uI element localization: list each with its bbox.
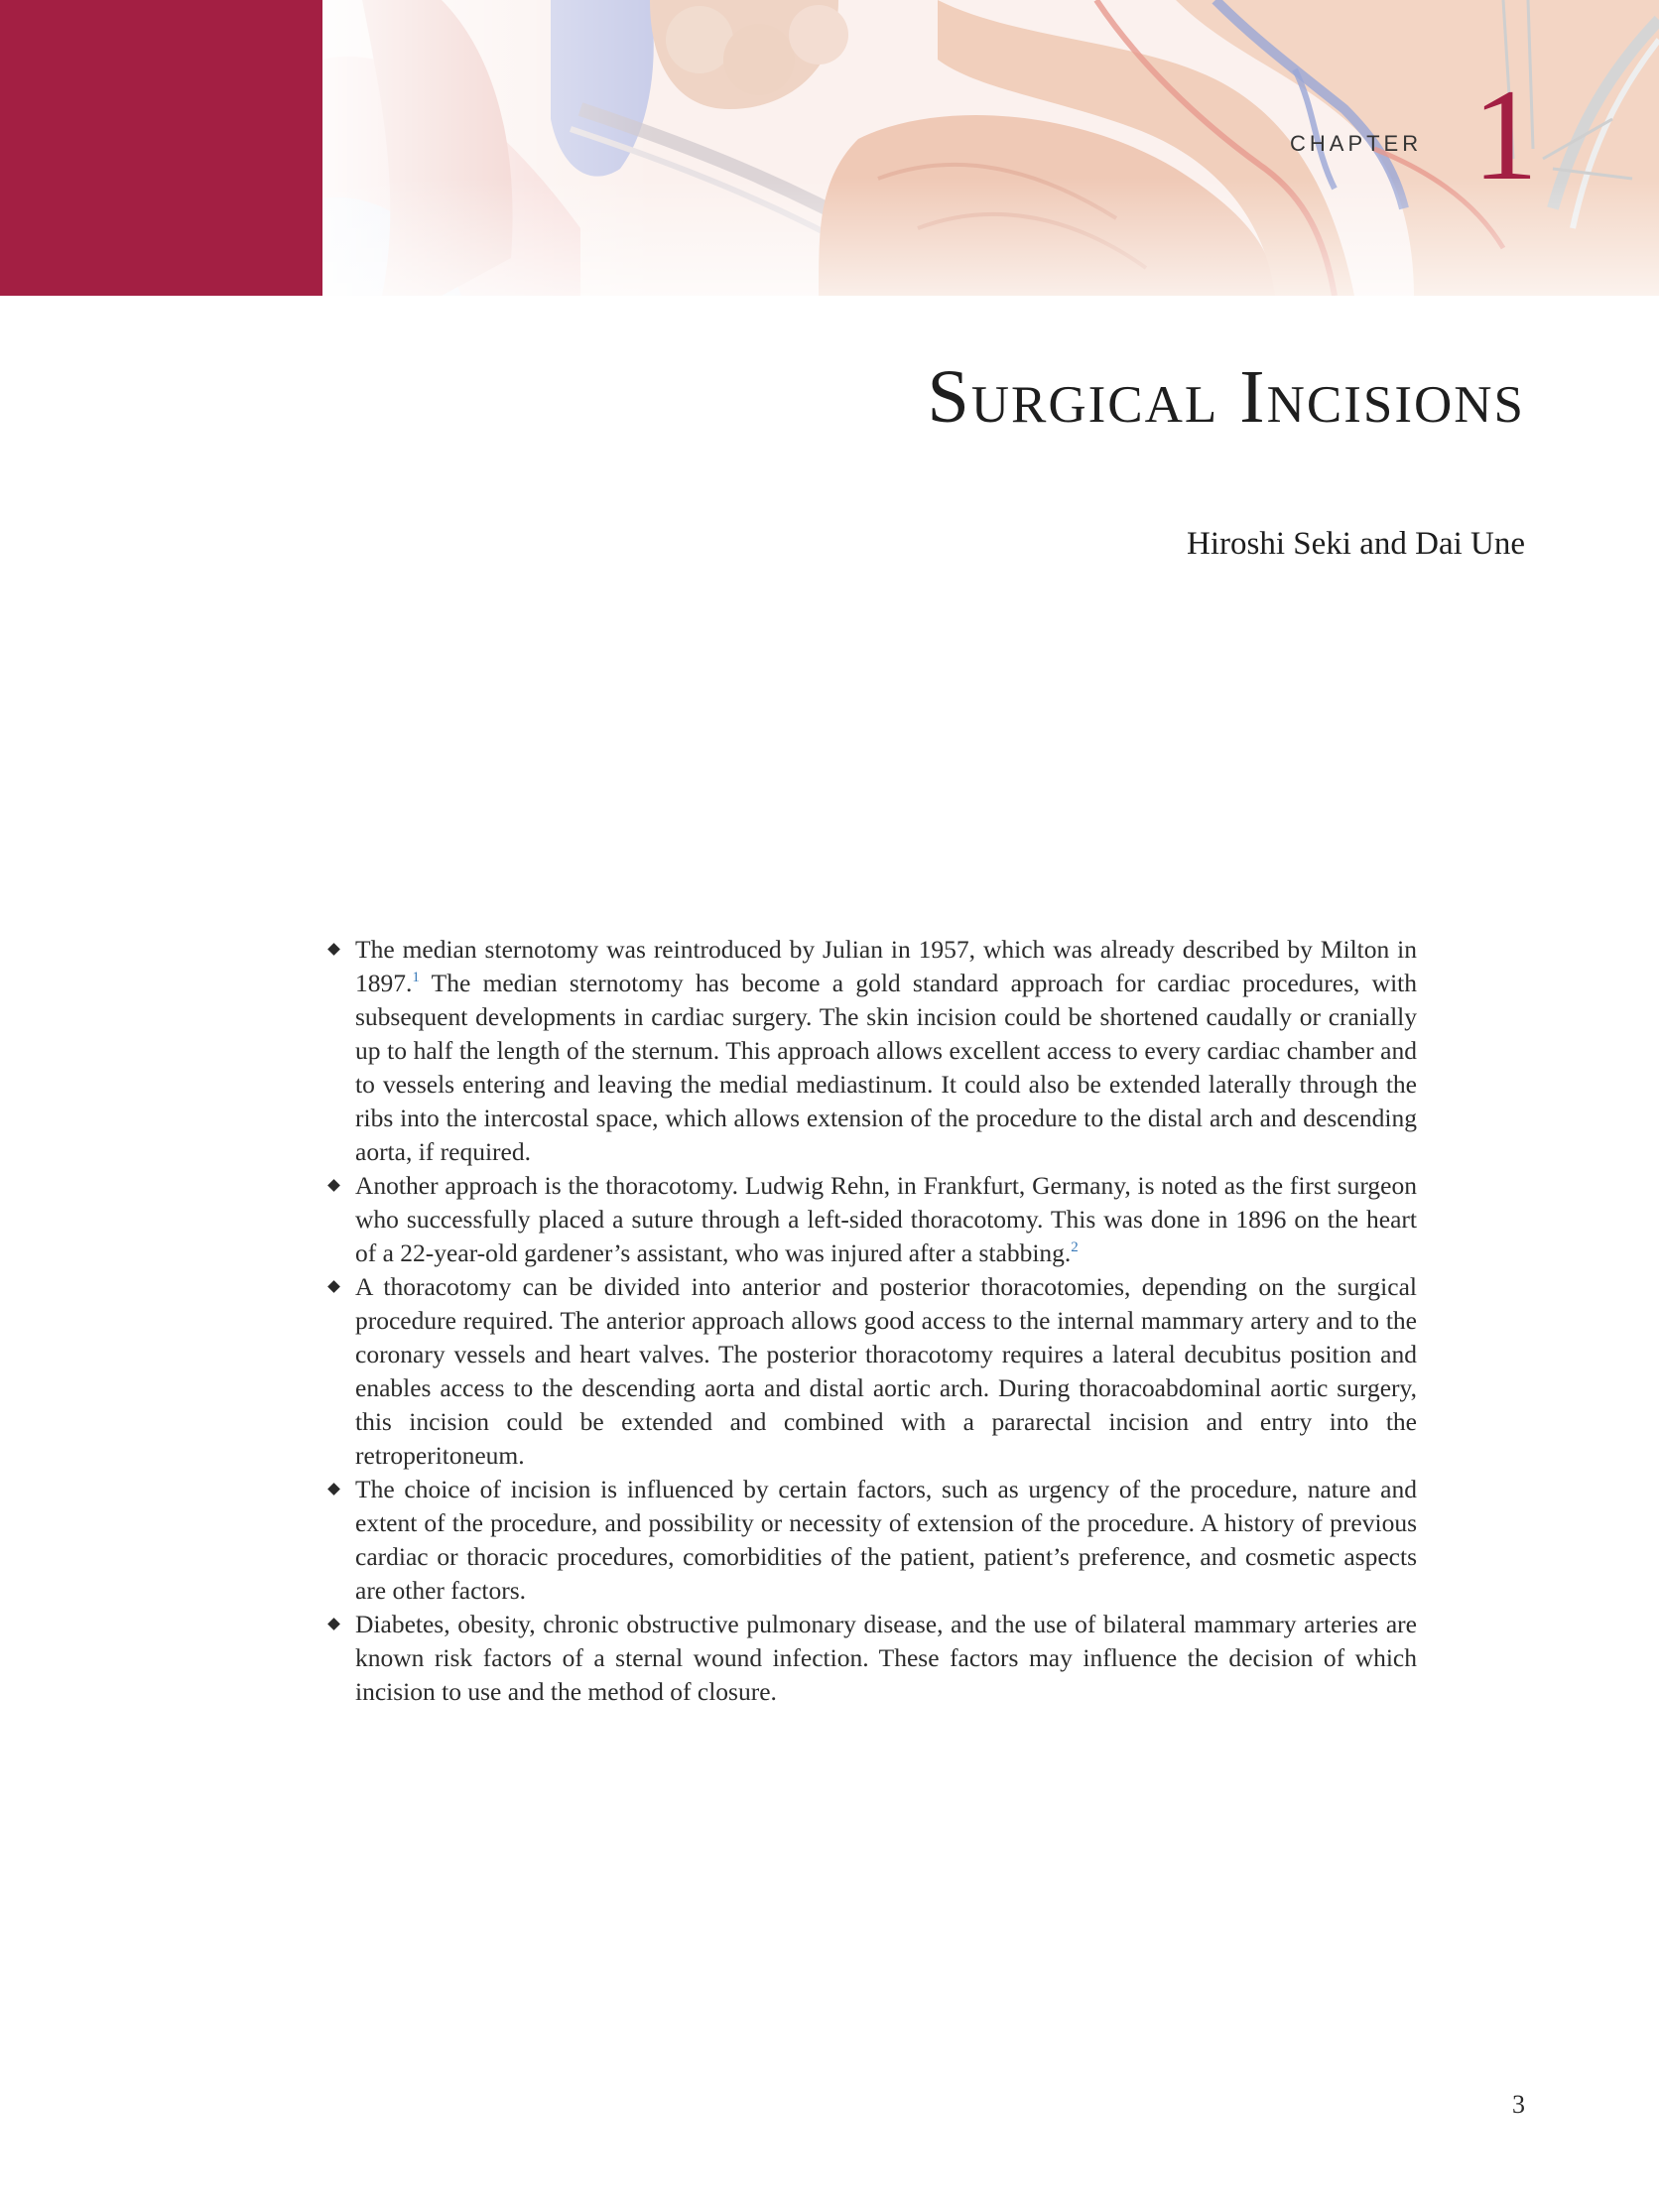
bullet-item	[325, 1270, 1417, 1473]
reference-marker[interactable]: 1	[412, 970, 420, 985]
page-number: 3	[1512, 2090, 1525, 2119]
bullet-item	[325, 933, 1417, 1169]
heart-surgery-illustration	[322, 0, 1659, 296]
reference-marker[interactable]: 2	[1071, 1239, 1079, 1255]
bullet-text: A thoracotomy can be divided into anterior and posterior thoracotomies, depending on the surgical procedure required. The anterior approach allows good access to the internal mammary artery and to the coronary vessels and heart valves. The posterior thoracotomy requires a lateral decubitus position and enables access to the descending aorta and distal aortic arch. During thoracoabdominal aortic surgery, this incision could be extended and combined with a pararectal incision and entry into the retroperitoneum.	[355, 1272, 1417, 1470]
bullet-text: Diabetes, obesity, chronic obstructive pulmonary disease, and the use of bilateral mammary arteries are known risk factors of a sternal wound infection. These factors may influence the decision of which incision to use and the method of closure.	[355, 1610, 1417, 1706]
bullet-item	[325, 1169, 1417, 1270]
chapter-authors: Hiroshi Seki and Dai Une	[1187, 526, 1525, 562]
diamond-bullet-icon	[327, 1483, 340, 1496]
diamond-bullet-icon	[327, 943, 340, 956]
bullet-item	[325, 1473, 1417, 1608]
bullet-text-continued: The median sternotomy has become a gold standard approach for cardiac procedures, with subsequent developments in cardiac surgery. The skin incision could be shortened caudally or cranially up to half the length of the sternum. This approach allows excellent access to every cardiac chamber and to vessels entering and leaving the medial mediastinum. It could also be extended laterally through the ribs into the intercostal space, which allows extension of the procedure to the distal arch and descending aorta, if required.	[355, 969, 1417, 1166]
diamond-bullet-icon	[327, 1618, 340, 1630]
chapter-number: 1	[1472, 62, 1538, 207]
chapter-title: Surgical Incisions	[927, 355, 1525, 439]
bullet-list	[325, 933, 1417, 1709]
bullet-item	[325, 1608, 1417, 1709]
chapter-header-band	[0, 0, 1659, 296]
diamond-bullet-icon	[327, 1280, 340, 1293]
chapter-color-block	[0, 0, 322, 296]
diamond-bullet-icon	[327, 1179, 340, 1192]
bullet-text: Another approach is the thoracotomy. Ludwig Rehn, in Frankfurt, Germany, is noted as the first surgeon who successfully placed a suture through a left-sided thoracotomy. This was done in 1896 on the heart of a 22-year-old gardener’s assistant, who was injured after a stabbing.	[355, 1171, 1417, 1267]
chapter-label: CHAPTER	[1290, 131, 1423, 156]
bullet-text: The choice of incision is influenced by certain factors, such as urgency of the procedure, nature and extent of the procedure, and possibility or necessity of extension of the procedure. A history of previous cardiac or thoracic procedures, comorbidities of the patient, patient’s preference, and cosmetic aspects are other factors.	[355, 1475, 1417, 1605]
bullet-text: The median sternotomy was reintroduced by Julian in 1957, which was already described by Milton in 1897.	[355, 935, 1417, 997]
